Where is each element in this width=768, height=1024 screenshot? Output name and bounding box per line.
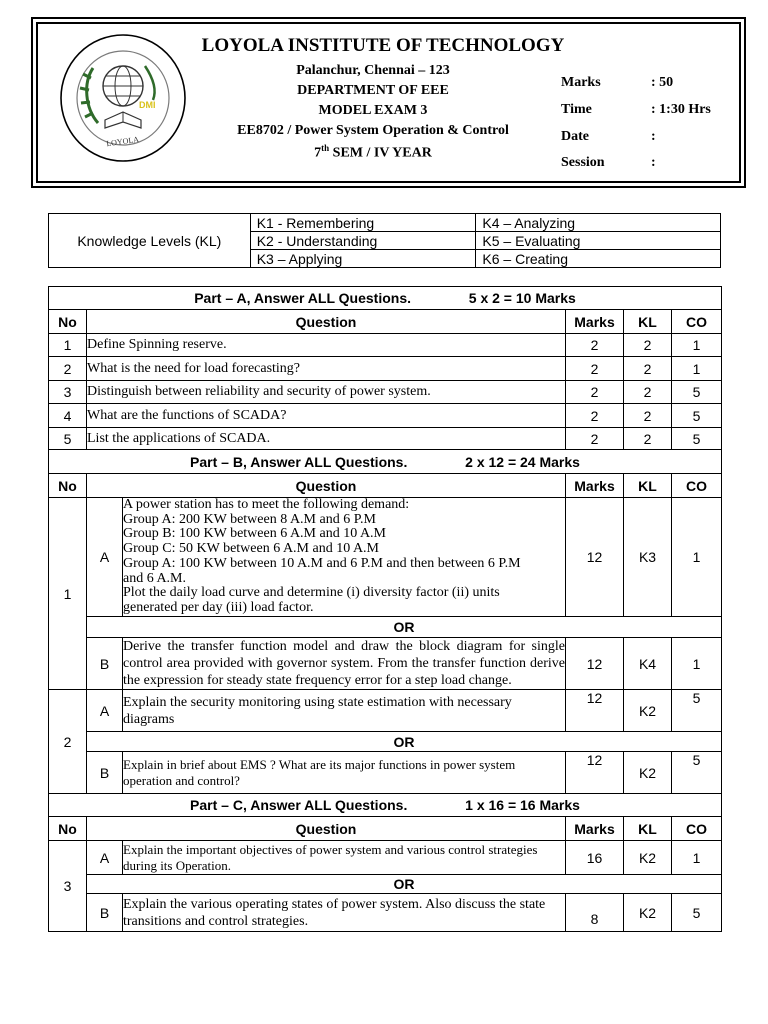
question-line: Group B: 100 KW between 6 A.M and 10 A.M [123, 526, 386, 542]
question-no: 2 [49, 690, 87, 794]
exam-name: MODEL EXAM 3 [318, 103, 428, 118]
question-text: What are the functions of SCADA? [87, 404, 566, 428]
logo-dmi-text: DMI [139, 100, 156, 110]
table-row [49, 841, 722, 875]
table-row [49, 428, 722, 450]
question-co: 1 [672, 357, 722, 381]
table-row [49, 752, 722, 794]
table-row [49, 638, 722, 690]
table-row [49, 334, 722, 357]
sub-question-label: B [87, 894, 123, 932]
question-no: 3 [49, 841, 87, 932]
question-kl: K2 [624, 841, 672, 875]
kl-k2: K2 - Understanding [250, 232, 476, 250]
exam-header [31, 17, 746, 188]
question-marks: 2 [566, 334, 624, 357]
question-no: 3 [49, 381, 87, 404]
knowledge-levels-table [48, 213, 721, 268]
part-c-marks: 1 x 16 = 16 Marks [465, 797, 580, 813]
time-label: Time [561, 102, 592, 117]
part-c-heading-row [49, 794, 722, 817]
kl-k3: K3 – Applying [250, 250, 476, 268]
session-label: Session [561, 155, 605, 170]
question-co: 1 [672, 498, 722, 617]
question-kl: K4 [624, 638, 672, 690]
question-kl: 2 [624, 334, 672, 357]
knowledge-levels-title: Knowledge Levels (KL) [49, 214, 251, 268]
question-no: 5 [49, 428, 87, 450]
question-line: Group A: 100 KW between 10 A.M and 6 P.M and then between 6 P.M [123, 555, 521, 571]
or-label: OR [87, 617, 722, 638]
question-text: List the applications of SCADA. [87, 428, 566, 450]
question-kl: 2 [624, 428, 672, 450]
sub-question-label: B [87, 638, 123, 690]
part-b-column-headers [49, 474, 722, 498]
or-row [49, 617, 722, 638]
question-no: 1 [49, 498, 87, 690]
question-text: Explain the various operating states of power system. Also discuss the state transitions and control strategies. [123, 894, 566, 932]
question-table [48, 286, 722, 932]
question-no: 2 [49, 357, 87, 381]
question-co: 5 [672, 752, 722, 794]
part-b-title: Part – B, Answer ALL Questions. [190, 453, 408, 470]
question-kl: K2 [624, 752, 672, 794]
or-row [49, 732, 722, 752]
department-name: DEPARTMENT OF EEE [297, 83, 449, 98]
col-kl: KL [624, 310, 672, 334]
col-no: No [49, 817, 87, 841]
kl-k6: K6 – Creating [476, 250, 721, 268]
question-marks: 16 [566, 841, 624, 875]
col-co: CO [672, 310, 722, 334]
question-marks: 2 [566, 404, 624, 428]
semester-year [228, 143, 518, 162]
sub-question-label: A [87, 841, 123, 875]
question-kl: 2 [624, 381, 672, 404]
part-b-heading [49, 450, 722, 474]
date-value: : [651, 129, 656, 144]
question-kl: K2 [624, 690, 672, 732]
col-marks: Marks [566, 817, 624, 841]
question-text: Explain the security monitoring using state estimation with necessary diagrams [123, 690, 566, 732]
semester-number: 7 [314, 145, 322, 161]
question-line: Group C: 50 KW between 6 A.M and 10 A.M [123, 541, 379, 557]
part-c-column-headers [49, 817, 722, 841]
sub-question-label: A [87, 690, 123, 732]
part-a-title: Part – A, Answer ALL Questions. [194, 290, 411, 306]
session-value: : [651, 155, 656, 170]
question-marks: 12 [566, 690, 624, 732]
or-label: OR [87, 875, 722, 894]
part-a-marks: 5 x 2 = 10 Marks [468, 290, 576, 306]
part-c-title: Part – C, Answer ALL Questions. [190, 797, 408, 813]
part-b-marks: 2 x 12 = 24 Marks [465, 453, 580, 470]
date-label: Date [561, 129, 589, 144]
institute-address: Palanchur, Chennai – 123 [296, 63, 450, 78]
part-a-heading-row [49, 287, 722, 310]
table-row [49, 357, 722, 381]
question-co: 5 [672, 404, 722, 428]
part-a-column-headers [49, 310, 722, 334]
col-co: CO [672, 817, 722, 841]
course-name: EE8702 / Power System Operation & Control [237, 123, 509, 138]
question-marks: 8 [566, 894, 624, 932]
question-co: 5 [672, 690, 722, 732]
marks-value: : 50 [651, 75, 674, 90]
question-kl: K3 [624, 498, 672, 617]
col-kl: KL [624, 474, 672, 498]
table-row [49, 894, 722, 932]
question-kl: 2 [624, 404, 672, 428]
sub-question-label: A [87, 498, 123, 617]
time-value: : 1:30 Hrs [651, 102, 711, 117]
question-line: generated per day (iii) load factor. [123, 599, 314, 615]
sub-question-label: B [87, 752, 123, 794]
question-kl: 2 [624, 357, 672, 381]
question-marks: 2 [566, 381, 624, 404]
part-c-heading [49, 794, 722, 817]
col-marks: Marks [566, 310, 624, 334]
question-text: Explain the important objectives of power system and various control strategies during its Operation. [123, 841, 566, 875]
question-text [123, 498, 566, 617]
question-text: What is the need for load forecasting? [87, 357, 566, 381]
col-no: No [49, 310, 87, 334]
question-line: Plot the daily load curve and determine (i) diversity factor (ii) units [123, 585, 500, 601]
question-kl: K2 [624, 894, 672, 932]
kl-k4: K4 – Analyzing [476, 214, 721, 232]
question-marks: 12 [566, 752, 624, 794]
col-question: Question [87, 817, 566, 841]
col-no: No [49, 474, 87, 498]
question-text: Define Spinning reserve. [87, 334, 566, 357]
table-row [49, 690, 722, 732]
logo-bottom-text: LOYOLA [105, 134, 140, 149]
question-text: Distinguish between reliability and security of power system. [87, 381, 566, 404]
table-row [49, 381, 722, 404]
question-co: 1 [672, 841, 722, 875]
question-text: Explain in brief about EMS ? What are its major functions in power system operation and control? [123, 752, 566, 794]
kl-k1: K1 - Remembering [250, 214, 476, 232]
question-line: A power station has to meet the following demand: [123, 497, 410, 512]
col-question: Question [87, 474, 566, 498]
question-marks: 2 [566, 357, 624, 381]
kl-k5: K5 – Evaluating [476, 232, 721, 250]
col-marks: Marks [566, 474, 624, 498]
question-co: 1 [672, 638, 722, 690]
question-marks: 2 [566, 428, 624, 450]
semester-rest: SEM / IV YEAR [329, 145, 432, 161]
question-line: and 6 A.M. [123, 570, 186, 586]
question-co: 5 [672, 428, 722, 450]
col-kl: KL [624, 817, 672, 841]
or-row [49, 875, 722, 894]
table-row [49, 498, 722, 617]
table-row [49, 404, 722, 428]
marks-label: Marks [561, 75, 601, 90]
col-co: CO [672, 474, 722, 498]
or-label: OR [87, 732, 722, 752]
question-line: Group A: 200 KW between 8 A.M and 6 P.M [123, 511, 376, 527]
question-text: Derive the transfer function model and draw the block diagram for single control area provided with governor system. From the transfer function derive the expression for steady state frequency error for a step load change. [123, 639, 565, 688]
question-no: 4 [49, 404, 87, 428]
institute-name: LOYOLA INSTITUTE OF TECHNOLOGY [201, 35, 565, 56]
question-co: 1 [672, 334, 722, 357]
question-no: 1 [49, 334, 87, 357]
part-b-heading-row [49, 450, 722, 474]
question-co: 5 [672, 894, 722, 932]
question-marks: 12 [566, 638, 624, 690]
col-question: Question [87, 310, 566, 334]
part-a-heading [49, 287, 722, 310]
question-marks: 12 [566, 498, 624, 617]
semester-suffix: th [321, 143, 330, 153]
question-co: 5 [672, 381, 722, 404]
